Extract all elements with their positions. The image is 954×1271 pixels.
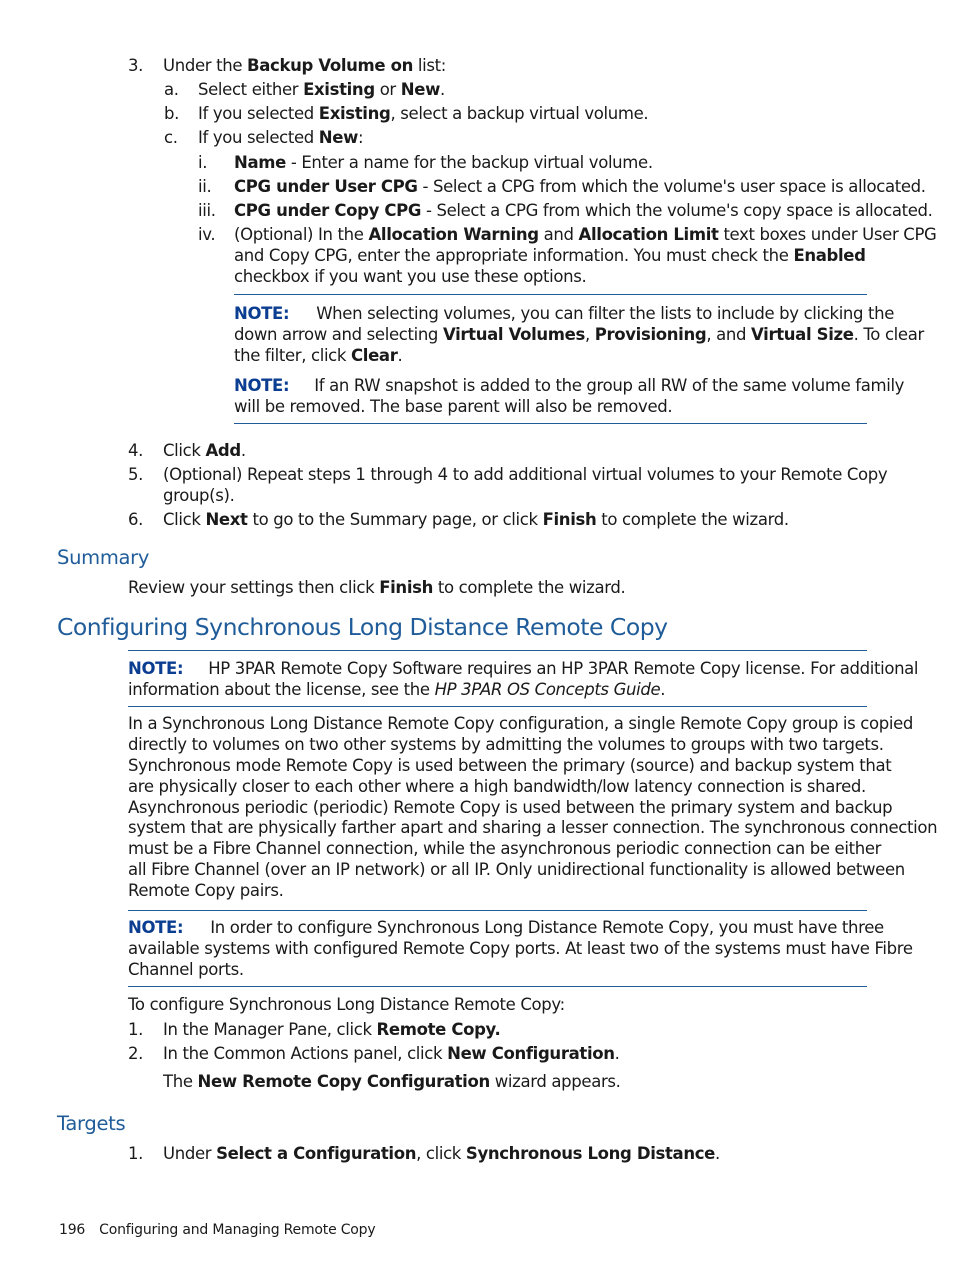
note-label: NOTE:: [234, 304, 290, 323]
note-1-line-3: the filter, click Clear.: [234, 346, 403, 365]
substep-letter: a.: [164, 80, 179, 99]
roman-numeral: iii.: [198, 201, 216, 220]
note-top-rule: [234, 294, 867, 295]
targets-step-1: Under Select a Configuration, click Synchronous Long Distance.: [163, 1144, 720, 1163]
step-number: 1.: [128, 1020, 144, 1039]
step-5-line-2: group(s).: [163, 486, 235, 505]
note-4-bottom-rule: [128, 986, 867, 987]
paragraph-line: Asynchronous periodic (periodic) Remote Copy is used between the primary system and backup: [128, 798, 893, 817]
note-3-rule: [128, 706, 867, 707]
step-number: 2.: [128, 1044, 144, 1063]
item-iv-line-3: checkbox if you want you use these options.: [234, 267, 587, 286]
step-3-text: Under the Backup Volume on list:: [163, 56, 446, 75]
summary-heading: Summary: [57, 546, 150, 569]
paragraph-line: are physically closer to each other where a high bandwidth/low latency connection is shared.: [128, 777, 866, 796]
step-6-text: Click Next to go to the Summary page, or click Finish to complete the wizard.: [163, 510, 789, 529]
section-heading: Configuring Synchronous Long Distance Remote Copy: [57, 613, 668, 641]
item-iv-line-1: (Optional) In the Allocation Warning and Allocation Limit text boxes under User CPG: [234, 225, 937, 244]
note-4-top-rule: [128, 910, 867, 911]
step-number: 6.: [128, 510, 144, 529]
section-rule: [128, 650, 867, 651]
substep-letter: c.: [164, 128, 178, 147]
targets-heading: Targets: [57, 1112, 126, 1135]
note-1-line-1: NOTE: When selecting volumes, you can filter the lists to include by clicking the: [234, 304, 895, 323]
page-footer: [59, 1222, 375, 1238]
config-step-2: In the Common Actions panel, click New Configuration.: [163, 1044, 620, 1063]
roman-numeral: iv.: [198, 225, 216, 244]
note-1-line-2: down arrow and selecting Virtual Volumes, Provisioning, and Virtual Size. To clear: [234, 325, 924, 344]
item-ii-text: CPG under User CPG - Select a CPG from which the volume's user space is allocated.: [234, 177, 926, 196]
item-iv-line-2: and Copy CPG, enter the appropriate information. You must check the Enabled: [234, 246, 866, 265]
config-step-1: In the Manager Pane, click Remote Copy.: [163, 1020, 501, 1039]
item-iii-text: CPG under Copy CPG - Select a CPG from which the volume's copy space is allocated.: [234, 201, 933, 220]
note-4-line-3: Channel ports.: [128, 960, 244, 979]
step-number: 4.: [128, 441, 144, 460]
page-number: 196: [59, 1222, 86, 1238]
roman-numeral: i.: [198, 153, 208, 172]
substep-c-text: If you selected New:: [198, 128, 364, 147]
note-label: NOTE:: [234, 376, 290, 395]
substep-letter: b.: [164, 104, 180, 123]
paragraph-line: system that are physically farther apart and sharing a lesser connection. The synchronous connection: [128, 818, 938, 837]
note-bottom-rule: [234, 423, 867, 424]
note-label: NOTE:: [128, 659, 184, 678]
roman-numeral: ii.: [198, 177, 212, 196]
step-number: 5.: [128, 465, 144, 484]
paragraph-line: must be a Fibre Channel connection, while the asynchronous periodic connection can be either: [128, 839, 882, 858]
note-4-line-2: available systems with configured Remote Copy ports. At least two of the systems must have Fibre: [128, 939, 913, 958]
note-label: NOTE:: [128, 918, 184, 937]
paragraph-line: Remote Copy pairs.: [128, 881, 284, 900]
note-2-line-1: NOTE: If an RW snapshot is added to the group all RW of the same volume family: [234, 376, 905, 395]
substep-a-text: Select either Existing or New.: [198, 80, 445, 99]
substep-b-text: If you selected Existing, select a backup virtual volume.: [198, 104, 649, 123]
step-number: 3.: [128, 56, 144, 75]
paragraph-line: directly to volumes on two other systems by admitting the volumes to groups with two targets.: [128, 735, 884, 754]
note-3-line-2: information about the license, see the HP 3PAR OS Concepts Guide.: [128, 680, 666, 699]
paragraph-line: all Fibre Channel (over an IP network) or all IP. Only unidirectional functionality is allowed between: [128, 860, 905, 879]
step-number: 1.: [128, 1144, 144, 1163]
summary-text: Review your settings then click Finish to complete the wizard.: [128, 578, 626, 597]
step-5-line-1: (Optional) Repeat steps 1 through 4 to add additional virtual volumes to your Remote Copy: [163, 465, 888, 484]
footer-title: Configuring and Managing Remote Copy: [99, 1222, 376, 1238]
config-intro: To configure Synchronous Long Distance Remote Copy:: [128, 995, 565, 1014]
paragraph-line: In a Synchronous Long Distance Remote Copy configuration, a single Remote Copy group is copied: [128, 714, 914, 733]
step-4-text: Click Add.: [163, 441, 246, 460]
config-result: The New Remote Copy Configuration wizard appears.: [163, 1072, 621, 1091]
note-2-line-2: will be removed. The base parent will also be removed.: [234, 397, 673, 416]
note-3-line-1: NOTE: HP 3PAR Remote Copy Software requires an HP 3PAR Remote Copy license. For additional: [128, 659, 919, 678]
paragraph-line: Synchronous mode Remote Copy is used between the primary (source) and backup system that: [128, 756, 892, 775]
item-i-text: Name - Enter a name for the backup virtual volume.: [234, 153, 653, 172]
note-4-line-1: NOTE: In order to configure Synchronous Long Distance Remote Copy, you must have three: [128, 918, 884, 937]
